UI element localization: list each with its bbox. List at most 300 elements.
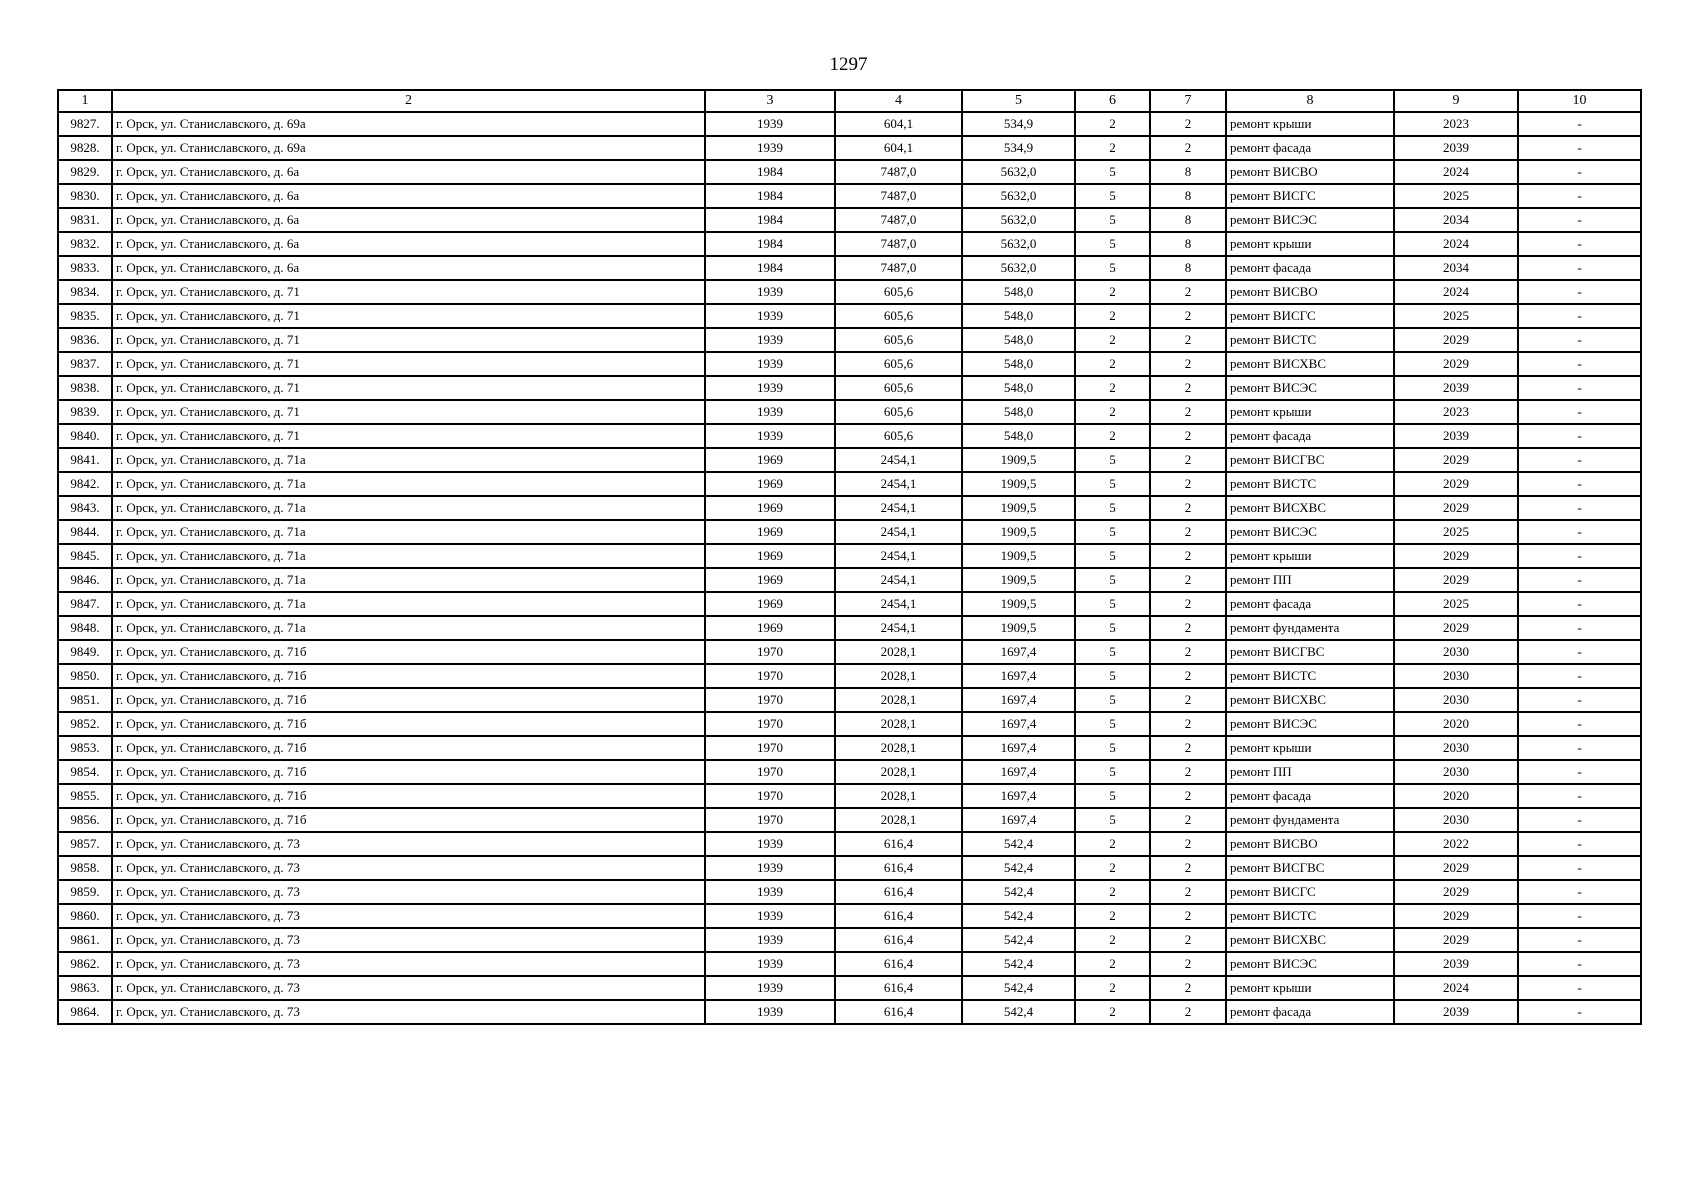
row-number: 9839.	[58, 400, 112, 424]
address-cell: г. Орск, ул. Станиславского, д. 71	[112, 376, 705, 400]
table-row	[58, 592, 1641, 616]
note-cell: -	[1518, 184, 1641, 208]
floors-cell: 2	[1075, 400, 1150, 424]
plan-year-cell: 2025	[1394, 304, 1518, 328]
table-row	[58, 232, 1641, 256]
work-type-cell: ремонт фасада	[1226, 784, 1394, 808]
plan-year-cell: 2039	[1394, 376, 1518, 400]
table-row	[58, 640, 1641, 664]
total-area-cell: 2028,1	[835, 760, 962, 784]
plan-year-cell: 2034	[1394, 208, 1518, 232]
row-number: 9857.	[58, 832, 112, 856]
work-type-cell: ремонт крыши	[1226, 112, 1394, 136]
entrances-cell: 2	[1150, 592, 1226, 616]
entrances-cell: 2	[1150, 376, 1226, 400]
address-cell: г. Орск, ул. Станиславского, д. 71а	[112, 472, 705, 496]
table-row	[58, 760, 1641, 784]
total-area-cell: 2028,1	[835, 688, 962, 712]
column-header: 9	[1394, 90, 1518, 112]
plan-year-cell: 2029	[1394, 472, 1518, 496]
work-type-cell: ремонт крыши	[1226, 544, 1394, 568]
table-row	[58, 712, 1641, 736]
address-cell: г. Орск, ул. Станиславского, д. 73	[112, 928, 705, 952]
work-type-cell: ремонт ВИСЭС	[1226, 376, 1394, 400]
table-row	[58, 520, 1641, 544]
column-header: 2	[112, 90, 705, 112]
note-cell: -	[1518, 664, 1641, 688]
work-type-cell: ремонт ВИСХВС	[1226, 496, 1394, 520]
floors-cell: 5	[1075, 760, 1150, 784]
living-area-cell: 542,4	[962, 832, 1075, 856]
year-cell: 1939	[705, 928, 835, 952]
address-cell: г. Орск, ул. Станиславского, д. 69а	[112, 112, 705, 136]
total-area-cell: 605,6	[835, 376, 962, 400]
entrances-cell: 2	[1150, 136, 1226, 160]
row-number: 9850.	[58, 664, 112, 688]
table-row	[58, 424, 1641, 448]
table-row	[58, 784, 1641, 808]
floors-cell: 5	[1075, 664, 1150, 688]
floors-cell: 5	[1075, 736, 1150, 760]
total-area-cell: 605,6	[835, 400, 962, 424]
living-area-cell: 1909,5	[962, 448, 1075, 472]
plan-year-cell: 2023	[1394, 112, 1518, 136]
address-cell: г. Орск, ул. Станиславского, д. 69а	[112, 136, 705, 160]
address-cell: г. Орск, ул. Станиславского, д. 71	[112, 304, 705, 328]
floors-cell: 2	[1075, 112, 1150, 136]
plan-year-cell: 2030	[1394, 688, 1518, 712]
work-type-cell: ремонт ВИСГВС	[1226, 640, 1394, 664]
entrances-cell: 2	[1150, 664, 1226, 688]
row-number: 9844.	[58, 520, 112, 544]
living-area-cell: 542,4	[962, 904, 1075, 928]
year-cell: 1969	[705, 592, 835, 616]
note-cell: -	[1518, 688, 1641, 712]
total-area-cell: 2028,1	[835, 712, 962, 736]
table-row	[58, 664, 1641, 688]
plan-year-cell: 2025	[1394, 184, 1518, 208]
table-row	[58, 880, 1641, 904]
total-area-cell: 616,4	[835, 976, 962, 1000]
floors-cell: 2	[1075, 952, 1150, 976]
row-number: 9847.	[58, 592, 112, 616]
work-type-cell: ремонт ВИСХВС	[1226, 688, 1394, 712]
note-cell: -	[1518, 928, 1641, 952]
address-cell: г. Орск, ул. Станиславского, д. 73	[112, 856, 705, 880]
living-area-cell: 1909,5	[962, 592, 1075, 616]
note-cell: -	[1518, 304, 1641, 328]
year-cell: 1939	[705, 832, 835, 856]
living-area-cell: 1697,4	[962, 688, 1075, 712]
note-cell: -	[1518, 856, 1641, 880]
note-cell: -	[1518, 424, 1641, 448]
year-cell: 1970	[705, 664, 835, 688]
table-row	[58, 496, 1641, 520]
living-area-cell: 1909,5	[962, 520, 1075, 544]
plan-year-cell: 2020	[1394, 712, 1518, 736]
entrances-cell: 2	[1150, 352, 1226, 376]
total-area-cell: 2454,1	[835, 520, 962, 544]
year-cell: 1970	[705, 760, 835, 784]
work-type-cell: ремонт ПП	[1226, 760, 1394, 784]
year-cell: 1984	[705, 208, 835, 232]
registry-table	[57, 89, 1642, 1025]
year-cell: 1984	[705, 160, 835, 184]
total-area-cell: 2454,1	[835, 448, 962, 472]
address-cell: г. Орск, ул. Станиславского, д. 71	[112, 352, 705, 376]
year-cell: 1969	[705, 568, 835, 592]
entrances-cell: 2	[1150, 856, 1226, 880]
row-number: 9832.	[58, 232, 112, 256]
year-cell: 1969	[705, 544, 835, 568]
work-type-cell: ремонт ВИСЭС	[1226, 712, 1394, 736]
address-cell: г. Орск, ул. Станиславского, д. 71	[112, 400, 705, 424]
floors-cell: 5	[1075, 472, 1150, 496]
total-area-cell: 2028,1	[835, 640, 962, 664]
living-area-cell: 548,0	[962, 304, 1075, 328]
living-area-cell: 542,4	[962, 880, 1075, 904]
year-cell: 1939	[705, 904, 835, 928]
note-cell: -	[1518, 208, 1641, 232]
address-cell: г. Орск, ул. Станиславского, д. 73	[112, 832, 705, 856]
plan-year-cell: 2029	[1394, 904, 1518, 928]
note-cell: -	[1518, 1000, 1641, 1024]
work-type-cell: ремонт ПП	[1226, 568, 1394, 592]
note-cell: -	[1518, 832, 1641, 856]
table-row	[58, 136, 1641, 160]
plan-year-cell: 2039	[1394, 424, 1518, 448]
table-row	[58, 904, 1641, 928]
address-cell: г. Орск, ул. Станиславского, д. 71	[112, 424, 705, 448]
total-area-cell: 605,6	[835, 352, 962, 376]
work-type-cell: ремонт ВИСГС	[1226, 304, 1394, 328]
column-header: 3	[705, 90, 835, 112]
work-type-cell: ремонт ВИСТС	[1226, 664, 1394, 688]
table-row	[58, 616, 1641, 640]
work-type-cell: ремонт фасада	[1226, 424, 1394, 448]
entrances-cell: 2	[1150, 904, 1226, 928]
year-cell: 1939	[705, 1000, 835, 1024]
table-row	[58, 352, 1641, 376]
living-area-cell: 548,0	[962, 424, 1075, 448]
table-row	[58, 952, 1641, 976]
living-area-cell: 534,9	[962, 112, 1075, 136]
living-area-cell: 548,0	[962, 400, 1075, 424]
living-area-cell: 548,0	[962, 280, 1075, 304]
floors-cell: 2	[1075, 328, 1150, 352]
address-cell: г. Орск, ул. Станиславского, д. 71а	[112, 568, 705, 592]
year-cell: 1984	[705, 184, 835, 208]
work-type-cell: ремонт фундамента	[1226, 808, 1394, 832]
living-area-cell: 1909,5	[962, 544, 1075, 568]
work-type-cell: ремонт ВИСЭС	[1226, 520, 1394, 544]
plan-year-cell: 2039	[1394, 1000, 1518, 1024]
total-area-cell: 605,6	[835, 424, 962, 448]
column-header: 8	[1226, 90, 1394, 112]
row-number: 9827.	[58, 112, 112, 136]
address-cell: г. Орск, ул. Станиславского, д. 71б	[112, 760, 705, 784]
total-area-cell: 616,4	[835, 856, 962, 880]
address-cell: г. Орск, ул. Станиславского, д. 73	[112, 1000, 705, 1024]
entrances-cell: 2	[1150, 472, 1226, 496]
column-header: 6	[1075, 90, 1150, 112]
plan-year-cell: 2039	[1394, 136, 1518, 160]
table-row	[58, 448, 1641, 472]
plan-year-cell: 2024	[1394, 232, 1518, 256]
entrances-cell: 2	[1150, 760, 1226, 784]
living-area-cell: 1697,4	[962, 760, 1075, 784]
note-cell: -	[1518, 640, 1641, 664]
entrances-cell: 2	[1150, 688, 1226, 712]
year-cell: 1969	[705, 496, 835, 520]
total-area-cell: 7487,0	[835, 232, 962, 256]
floors-cell: 5	[1075, 616, 1150, 640]
year-cell: 1970	[705, 784, 835, 808]
table-row	[58, 376, 1641, 400]
entrances-cell: 2	[1150, 520, 1226, 544]
plan-year-cell: 2030	[1394, 664, 1518, 688]
note-cell: -	[1518, 280, 1641, 304]
address-cell: г. Орск, ул. Станиславского, д. 71б	[112, 688, 705, 712]
living-area-cell: 548,0	[962, 352, 1075, 376]
row-number: 9861.	[58, 928, 112, 952]
floors-cell: 5	[1075, 208, 1150, 232]
year-cell: 1970	[705, 688, 835, 712]
living-area-cell: 542,4	[962, 976, 1075, 1000]
row-number: 9853.	[58, 736, 112, 760]
floors-cell: 5	[1075, 592, 1150, 616]
column-header: 1	[58, 90, 112, 112]
page-number: 1297	[829, 54, 868, 75]
note-cell: -	[1518, 472, 1641, 496]
row-number: 9854.	[58, 760, 112, 784]
total-area-cell: 2028,1	[835, 784, 962, 808]
living-area-cell: 548,0	[962, 328, 1075, 352]
floors-cell: 2	[1075, 424, 1150, 448]
plan-year-cell: 2029	[1394, 496, 1518, 520]
work-type-cell: ремонт ВИСТС	[1226, 472, 1394, 496]
floors-cell: 5	[1075, 256, 1150, 280]
plan-year-cell: 2024	[1394, 280, 1518, 304]
note-cell: -	[1518, 592, 1641, 616]
year-cell: 1970	[705, 808, 835, 832]
year-cell: 1970	[705, 736, 835, 760]
note-cell: -	[1518, 136, 1641, 160]
work-type-cell: ремонт фасада	[1226, 592, 1394, 616]
plan-year-cell: 2030	[1394, 640, 1518, 664]
work-type-cell: ремонт крыши	[1226, 736, 1394, 760]
total-area-cell: 616,4	[835, 928, 962, 952]
note-cell: -	[1518, 568, 1641, 592]
work-type-cell: ремонт ВИСВО	[1226, 832, 1394, 856]
note-cell: -	[1518, 352, 1641, 376]
table-row	[58, 736, 1641, 760]
note-cell: -	[1518, 880, 1641, 904]
living-area-cell: 542,4	[962, 1000, 1075, 1024]
total-area-cell: 616,4	[835, 832, 962, 856]
entrances-cell: 8	[1150, 232, 1226, 256]
column-header: 7	[1150, 90, 1226, 112]
total-area-cell: 2454,1	[835, 592, 962, 616]
row-number: 9833.	[58, 256, 112, 280]
year-cell: 1939	[705, 280, 835, 304]
note-cell: -	[1518, 736, 1641, 760]
total-area-cell: 616,4	[835, 952, 962, 976]
year-cell: 1969	[705, 472, 835, 496]
table-row	[58, 976, 1641, 1000]
living-area-cell: 1909,5	[962, 472, 1075, 496]
year-cell: 1969	[705, 520, 835, 544]
living-area-cell: 1697,4	[962, 808, 1075, 832]
note-cell: -	[1518, 952, 1641, 976]
note-cell: -	[1518, 544, 1641, 568]
note-cell: -	[1518, 400, 1641, 424]
table-row	[58, 184, 1641, 208]
plan-year-cell: 2029	[1394, 568, 1518, 592]
entrances-cell: 2	[1150, 568, 1226, 592]
floors-cell: 5	[1075, 448, 1150, 472]
entrances-cell: 2	[1150, 784, 1226, 808]
work-type-cell: ремонт фасада	[1226, 256, 1394, 280]
living-area-cell: 5632,0	[962, 160, 1075, 184]
living-area-cell: 1697,4	[962, 784, 1075, 808]
note-cell: -	[1518, 232, 1641, 256]
table-row	[58, 544, 1641, 568]
living-area-cell: 542,4	[962, 928, 1075, 952]
address-cell: г. Орск, ул. Станиславского, д. 71б	[112, 808, 705, 832]
plan-year-cell: 2029	[1394, 856, 1518, 880]
table-row	[58, 472, 1641, 496]
row-number: 9828.	[58, 136, 112, 160]
work-type-cell: ремонт ВИСГС	[1226, 880, 1394, 904]
note-cell: -	[1518, 808, 1641, 832]
floors-cell: 5	[1075, 712, 1150, 736]
row-number: 9849.	[58, 640, 112, 664]
total-area-cell: 2454,1	[835, 544, 962, 568]
row-number: 9830.	[58, 184, 112, 208]
plan-year-cell: 2029	[1394, 544, 1518, 568]
row-number: 9859.	[58, 880, 112, 904]
table-row	[58, 208, 1641, 232]
total-area-cell: 2454,1	[835, 616, 962, 640]
work-type-cell: ремонт фасада	[1226, 136, 1394, 160]
row-number: 9842.	[58, 472, 112, 496]
living-area-cell: 542,4	[962, 856, 1075, 880]
plan-year-cell: 2024	[1394, 976, 1518, 1000]
entrances-cell: 8	[1150, 208, 1226, 232]
row-number: 9829.	[58, 160, 112, 184]
living-area-cell: 1697,4	[962, 736, 1075, 760]
entrances-cell: 2	[1150, 952, 1226, 976]
note-cell: -	[1518, 904, 1641, 928]
table-row	[58, 160, 1641, 184]
row-number: 9852.	[58, 712, 112, 736]
row-number: 9855.	[58, 784, 112, 808]
work-type-cell: ремонт ВИСТС	[1226, 328, 1394, 352]
entrances-cell: 2	[1150, 496, 1226, 520]
entrances-cell: 2	[1150, 832, 1226, 856]
plan-year-cell: 2029	[1394, 352, 1518, 376]
column-header: 4	[835, 90, 962, 112]
column-header: 10	[1518, 90, 1641, 112]
table-row	[58, 328, 1641, 352]
floors-cell: 2	[1075, 928, 1150, 952]
living-area-cell: 1697,4	[962, 640, 1075, 664]
living-area-cell: 5632,0	[962, 184, 1075, 208]
living-area-cell: 1909,5	[962, 616, 1075, 640]
plan-year-cell: 2039	[1394, 952, 1518, 976]
plan-year-cell: 2023	[1394, 400, 1518, 424]
plan-year-cell: 2029	[1394, 448, 1518, 472]
floors-cell: 2	[1075, 856, 1150, 880]
year-cell: 1939	[705, 952, 835, 976]
address-cell: г. Орск, ул. Станиславского, д. 73	[112, 904, 705, 928]
floors-cell: 5	[1075, 640, 1150, 664]
work-type-cell: ремонт крыши	[1226, 400, 1394, 424]
floors-cell: 2	[1075, 304, 1150, 328]
plan-year-cell: 2029	[1394, 616, 1518, 640]
entrances-cell: 2	[1150, 712, 1226, 736]
floors-cell: 5	[1075, 520, 1150, 544]
year-cell: 1970	[705, 712, 835, 736]
address-cell: г. Орск, ул. Станиславского, д. 71б	[112, 640, 705, 664]
address-cell: г. Орск, ул. Станиславского, д. 6а	[112, 232, 705, 256]
year-cell: 1984	[705, 256, 835, 280]
plan-year-cell: 2025	[1394, 592, 1518, 616]
table-row	[58, 112, 1641, 136]
note-cell: -	[1518, 496, 1641, 520]
row-number: 9863.	[58, 976, 112, 1000]
floors-cell: 5	[1075, 568, 1150, 592]
note-cell: -	[1518, 976, 1641, 1000]
year-cell: 1939	[705, 424, 835, 448]
year-cell: 1939	[705, 352, 835, 376]
row-number: 9831.	[58, 208, 112, 232]
row-number: 9848.	[58, 616, 112, 640]
floors-cell: 2	[1075, 280, 1150, 304]
total-area-cell: 7487,0	[835, 208, 962, 232]
address-cell: г. Орск, ул. Станиславского, д. 73	[112, 952, 705, 976]
plan-year-cell: 2024	[1394, 160, 1518, 184]
floors-cell: 5	[1075, 184, 1150, 208]
work-type-cell: ремонт ВИСГС	[1226, 184, 1394, 208]
floors-cell: 5	[1075, 784, 1150, 808]
plan-year-cell: 2029	[1394, 328, 1518, 352]
year-cell: 1939	[705, 112, 835, 136]
address-cell: г. Орск, ул. Станиславского, д. 73	[112, 880, 705, 904]
table-row	[58, 688, 1641, 712]
entrances-cell: 2	[1150, 112, 1226, 136]
entrances-cell: 2	[1150, 448, 1226, 472]
note-cell: -	[1518, 784, 1641, 808]
living-area-cell: 534,9	[962, 136, 1075, 160]
entrances-cell: 2	[1150, 1000, 1226, 1024]
floors-cell: 2	[1075, 904, 1150, 928]
plan-year-cell: 2022	[1394, 832, 1518, 856]
entrances-cell: 2	[1150, 808, 1226, 832]
work-type-cell: ремонт фундамента	[1226, 616, 1394, 640]
floors-cell: 5	[1075, 160, 1150, 184]
total-area-cell: 2028,1	[835, 664, 962, 688]
entrances-cell: 2	[1150, 400, 1226, 424]
plan-year-cell: 2030	[1394, 736, 1518, 760]
address-cell: г. Орск, ул. Станиславского, д. 71а	[112, 544, 705, 568]
table-row	[58, 400, 1641, 424]
note-cell: -	[1518, 328, 1641, 352]
address-cell: г. Орск, ул. Станиславского, д. 71б	[112, 712, 705, 736]
row-number: 9837.	[58, 352, 112, 376]
table-row	[58, 832, 1641, 856]
